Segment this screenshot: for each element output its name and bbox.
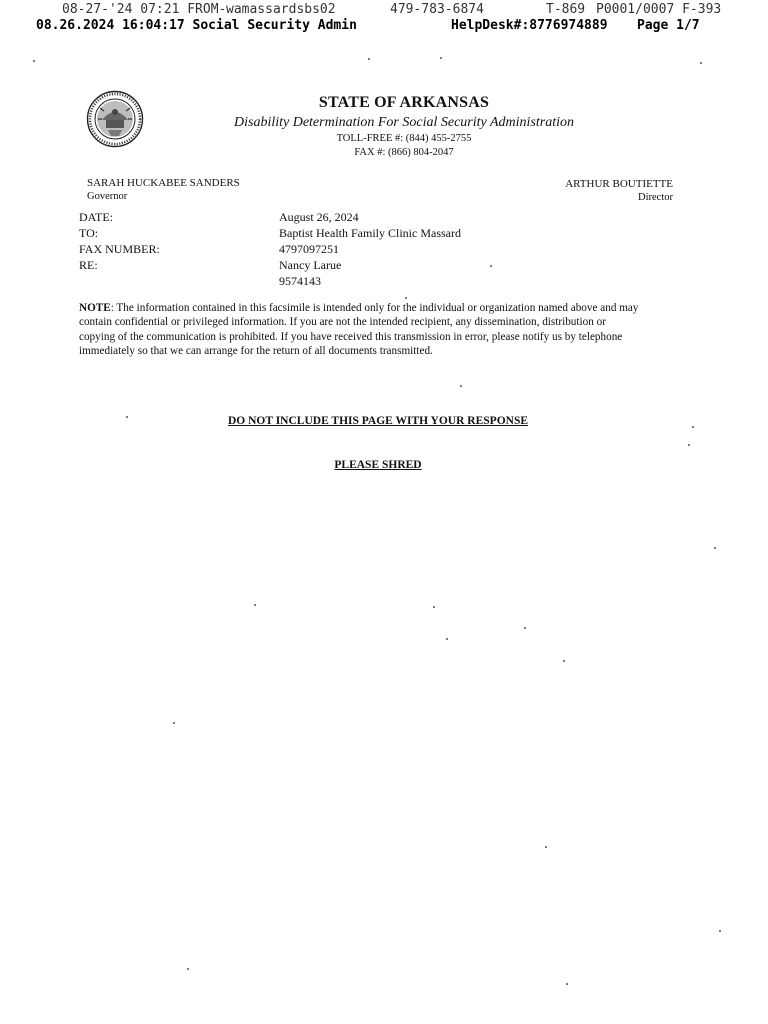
do-not-include-instruction: DO NOT INCLUDE THIS PAGE WITH YOUR RESPONSE [227, 415, 529, 427]
agency-state-title: STATE OF ARKANSAS [318, 94, 490, 111]
fax-number-value: 4797097251 [279, 242, 339, 256]
fax-header-sender-id: wamassardsbs02 [226, 2, 336, 17]
scan-speck [714, 547, 716, 549]
agency-fax-number: FAX #: (866) 804-2047 [354, 147, 454, 158]
scan-speck [700, 62, 702, 64]
fax-header-line-2 [0, 18, 768, 34]
director-title: Director [638, 192, 673, 203]
please-shred-instruction: PLEASE SHRED [334, 459, 422, 471]
scan-speck [173, 722, 175, 724]
fax-header-transmission: T-869 [546, 2, 586, 17]
note-line-1 [79, 301, 679, 315]
scan-speck [524, 627, 526, 629]
date-value: August 26, 2024 [279, 210, 359, 224]
note-line-4: immediately so that we can arrange for the return of all documents transmitted. [79, 345, 433, 358]
re-number-value: 9574143 [279, 274, 321, 288]
scan-speck [563, 660, 565, 662]
scan-speck [440, 57, 442, 59]
fax-header-page-code: P0001/0007 F-393 [596, 2, 722, 17]
to-label: TO: [79, 226, 99, 240]
fax-header-page: Page 1/7 [637, 18, 700, 33]
note-line-3: copying of the communication is prohibited. If you have received this transmission in error, please notify us by telephone [79, 330, 623, 343]
fax-header-phone: 479-783-6874 [390, 2, 484, 17]
scan-speck [688, 444, 690, 446]
fax-number-label: FAX NUMBER: [79, 242, 160, 256]
re-name-value: Nancy Larue [279, 258, 342, 272]
scan-speck [405, 297, 407, 299]
fax-header-line-1 [0, 2, 768, 17]
director-name: ARTHUR BOUTIETTE [565, 178, 673, 190]
fax-header-timestamp: 08.26.2024 16:04:17 Social Security Admin [36, 18, 357, 33]
date-label: DATE: [79, 210, 113, 224]
governor-title: Governor [87, 191, 128, 202]
re-label: RE: [79, 258, 98, 272]
scan-speck [33, 60, 35, 62]
note-label: NOTE [79, 302, 111, 314]
governor-name: SARAH HUCKABEE SANDERS [87, 177, 240, 189]
scan-speck [368, 58, 370, 60]
scan-speck [446, 638, 448, 640]
to-value: Baptist Health Family Clinic Massard [279, 226, 461, 240]
scan-speck [254, 604, 256, 606]
confidentiality-note [79, 301, 679, 359]
fax-header-helpdesk: HelpDesk#:8776974889 [451, 18, 608, 33]
note-line-2: contain confidential or privileged information. If you are not the intended recipient, any dissemination, distribution or [79, 316, 606, 329]
scan-speck [719, 930, 721, 932]
scan-speck [433, 606, 435, 608]
scan-speck [692, 426, 694, 428]
scan-speck [460, 385, 462, 387]
scan-speck [187, 968, 189, 970]
agency-toll-free: TOLL-FREE #: (844) 455-2755 [336, 133, 472, 144]
fax-header-datetime: 08-27-'24 07:21 FROM- [62, 2, 227, 17]
scan-speck [545, 846, 547, 848]
note-text-1: : The information contained in this facsimile is intended only for the individual or organization named above and may [110, 302, 639, 314]
scan-speck [126, 416, 128, 418]
scan-speck [566, 983, 568, 985]
agency-subtitle: Disability Determination For Social Security Administration [234, 115, 574, 130]
scan-speck [490, 265, 492, 267]
